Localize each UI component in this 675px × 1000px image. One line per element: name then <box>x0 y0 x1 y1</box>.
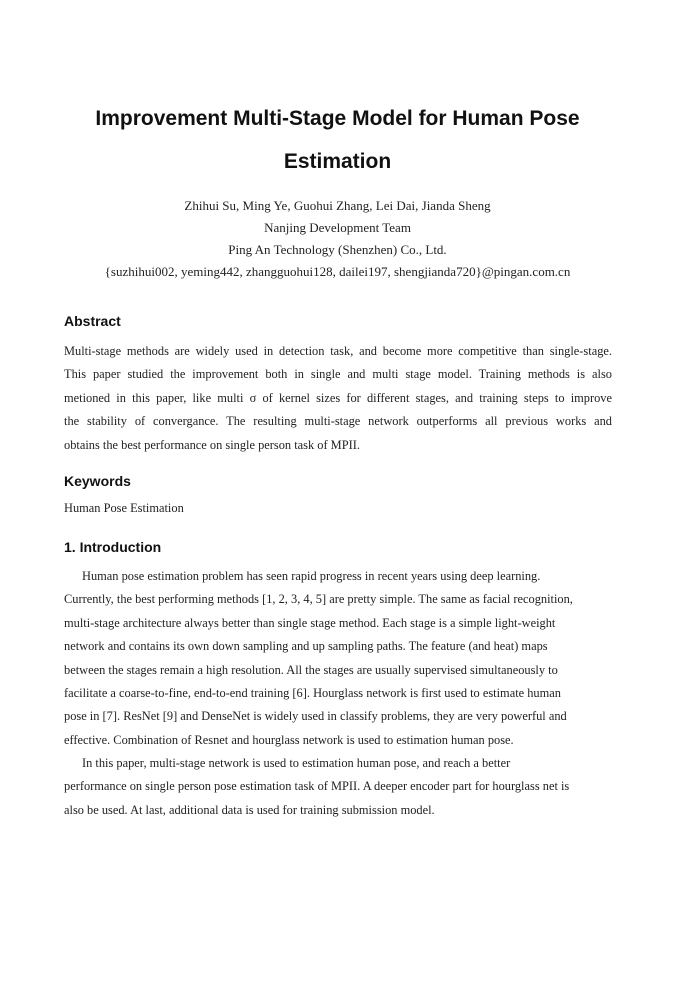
intro-line: pose in [7]. ResNet [9] and DenseNet is widely used in classify problems, they are very powerful and <box>64 709 567 724</box>
affiliation-company: Ping An Technology (Shenzhen) Co., Ltd. <box>228 242 447 257</box>
abstract-line: the stability of convergance. The resulting multi-stage network outperforms all previous works and <box>64 414 612 429</box>
affiliation-team: Nanjing Development Team <box>264 220 411 235</box>
intro-line: network and contains its own down sampling and up sampling paths. The feature (and heat) maps <box>64 639 548 654</box>
author-list: Zhihui Su, Ming Ye, Guohui Zhang, Lei Dai, Jianda Sheng <box>184 198 491 213</box>
abstract-line: This paper studied the improvement both in single and multi stage model. Training methods is also <box>64 367 612 382</box>
abstract-heading: Abstract <box>64 313 121 329</box>
introduction-heading: 1. Introduction <box>64 539 162 555</box>
intro-line: between the stages remain a high resolution. All the stages are usually supervised simultaneously to <box>64 662 558 677</box>
intro-line: facilitate a coarse-to-fine, end-to-end training [6]. Hourglass network is first used to estimate human <box>64 686 561 701</box>
abstract-line: Multi-stage methods are widely used in detection task, and become more competitive than single-stage. <box>64 344 612 358</box>
paper-title-line2: Estimation <box>283 150 392 173</box>
intro-line: effective. Combination of Resnet and hourglass network is used to estimation human pose. <box>64 732 514 747</box>
paper-title-line1: Improvement Multi-Stage Model for Human Pose <box>95 107 580 130</box>
keywords-text: Human Pose Estimation <box>64 501 184 515</box>
intro-line: performance on single person pose estimation task of MPII. A deeper encoder part for hourglass net is <box>64 779 570 794</box>
introduction-paragraph-1 <box>64 565 612 752</box>
intro-line: In this paper, multi-stage network is used to estimation human pose, and reach a better <box>82 756 511 770</box>
author-emails: {suzhihui002, yeming442, zhangguohui128, dailei197, shengjianda720}@pingan.com.cn <box>104 264 571 279</box>
intro-line: Human pose estimation problem has seen rapid progress in recent years using deep learning. <box>82 569 541 583</box>
abstract-paragraph <box>64 340 612 457</box>
abstract-line: metioned in this paper, like multi σ of kernel sizes for different stages, and training steps to improve <box>64 390 612 405</box>
author-block <box>40 195 635 283</box>
keywords-heading: Keywords <box>64 473 131 489</box>
intro-line: Currently, the best performing methods [1, 2, 3, 4, 5] are pretty simple. The same as facial recognition, <box>64 592 573 607</box>
abstract-line: obtains the best performance on single person task of MPII. <box>64 437 360 452</box>
intro-line: also be used. At last, additional data is used for training submission model. <box>64 802 435 817</box>
intro-line: multi-stage architecture always better than single stage method. Each stage is a simple light-weight <box>64 615 556 630</box>
introduction-paragraph-2 <box>64 752 612 822</box>
